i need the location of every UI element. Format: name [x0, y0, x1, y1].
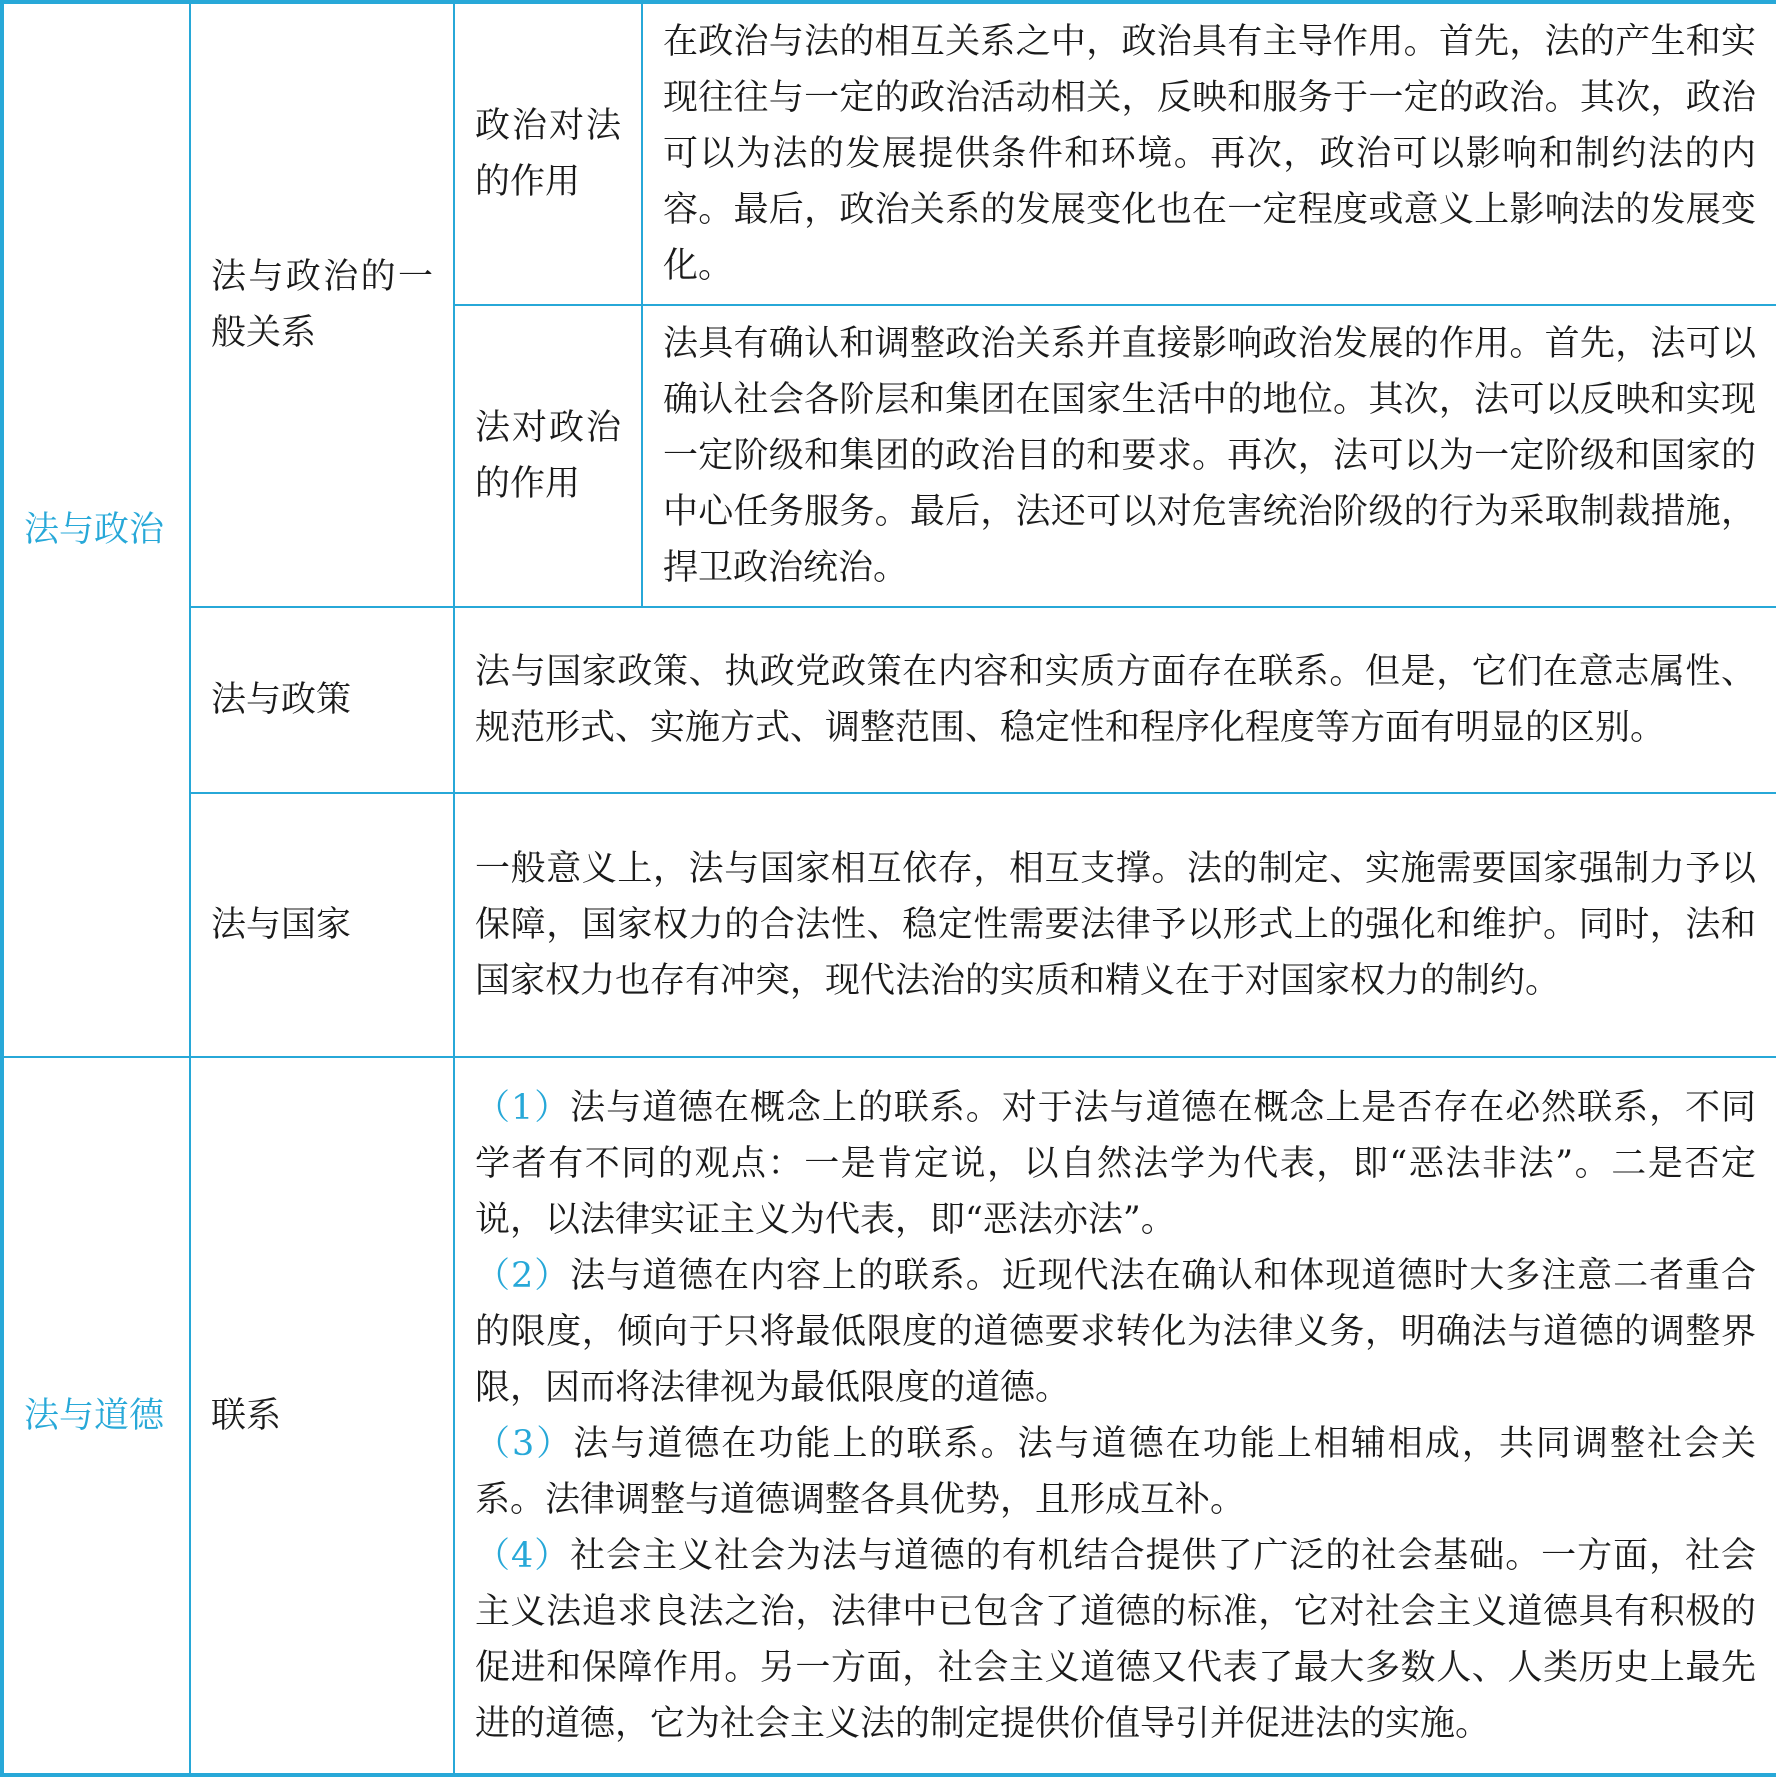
item-number: （4）	[475, 1535, 571, 1576]
table-row	[2, 2, 1776, 305]
subsub-politics-on-law: 政治对法的作用	[454, 2, 642, 305]
category-morality: 法与道德	[2, 1057, 190, 1775]
list-item	[475, 1080, 1756, 1248]
list-item	[475, 1416, 1756, 1528]
subcategory-connection: 联系	[190, 1057, 454, 1775]
content-politics-on-law: 在政治与法的相互关系之中，政治具有主导作用。首先，法的产生和实现往往与一定的政治活动相关，反映和服务于一定的政治。其次，政治可以为法的发展提供条件和环境。再次，政治可以影响和制约法的内容。最后，政治关系的发展变化也在一定程度或意义上影响法的发展变化。	[642, 2, 1776, 305]
list-item	[475, 1248, 1756, 1416]
content-law-on-politics: 法具有确认和调整政治关系并直接影响政治发展的作用。首先，法可以确认社会各阶层和集团在国家生活中的地位。其次，法可以反映和实现一定阶级和集团的政治目的和要求。再次，法可以为一定阶级和国家的中心任务服务。最后，法还可以对危害统治阶级的行为采取制裁措施，捍卫政治统治。	[642, 305, 1776, 607]
item-number: （2）	[475, 1255, 571, 1296]
item-text: 法与道德在概念上的联系。对于法与道德在概念上是否存在必然联系，不同学者有不同的观点：一是肯定说，以自然法学为代表，即“恶法非法”。二是否定说，以法律实证主义为代表，即“恶法亦法”。	[475, 1087, 1756, 1240]
list-item	[475, 1528, 1756, 1752]
item-text: 法与道德在内容上的联系。近现代法在确认和体现道德时大多注意二者重合的限度，倾向于只将最低限度的道德要求转化为法律义务，明确法与道德的调整界限，因而将法律视为最低限度的道德。	[475, 1255, 1756, 1408]
item-number: （3）	[475, 1423, 574, 1464]
subcategory-general-relation: 法与政治的一般关系	[190, 2, 454, 607]
content-policy: 法与国家政策、执政党政策在内容和实质方面存在联系。但是，它们在意志属性、规范形式、实施方式、调整范围、稳定性和程序化程度等方面有明显的区别。	[454, 607, 1776, 793]
category-politics: 法与政治	[2, 2, 190, 1057]
subsub-law-on-politics: 法对政治的作用	[454, 305, 642, 607]
subcategory-state: 法与国家	[190, 793, 454, 1057]
content-connection	[454, 1057, 1776, 1775]
content-state: 一般意义上，法与国家相互依存，相互支撑。法的制定、实施需要国家强制力予以保障，国家权力的合法性、稳定性需要法律予以形式上的强化和维护。同时，法和国家权力也存有冲突，现代法治的实质和精义在于对国家权力的制约。	[454, 793, 1776, 1057]
table-row	[2, 1057, 1776, 1775]
item-text: 社会主义社会为法与道德的有机结合提供了广泛的社会基础。一方面，社会主义法追求良法之治，法律中已包含了道德的标准，它对社会主义道德具有积极的促进和保障作用。另一方面，社会主义道德又代表了最大多数人、人类历史上最先进的道德，它为社会主义法的制定提供价值导引并促进法的实施。	[475, 1535, 1756, 1744]
item-number: （1）	[475, 1087, 571, 1128]
table-row	[2, 793, 1776, 1057]
item-text: 法与道德在功能上的联系。法与道德在功能上相辅相成，共同调整社会关系。法律调整与道德调整各具优势，且形成互补。	[475, 1423, 1756, 1520]
subcategory-policy: 法与政策	[190, 607, 454, 793]
table-row	[2, 607, 1776, 793]
